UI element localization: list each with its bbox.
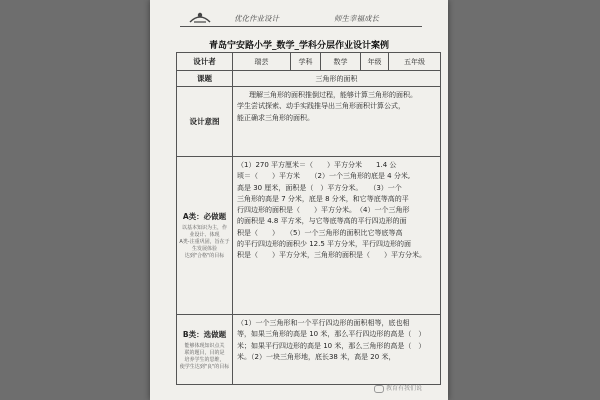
intent-row	[177, 87, 441, 157]
grade-label: 年级	[361, 53, 389, 71]
subject-value: 数学	[321, 53, 361, 71]
lesson-value: 三角形的面积	[233, 71, 441, 87]
exercise-line: 的面积是 4.8 平方米，与它等底等高的平行四边形的面	[237, 217, 407, 226]
category-b-label: B类：选做题	[182, 329, 227, 339]
lesson-row	[177, 71, 441, 87]
header-left-text: 优化作业设计	[234, 14, 279, 23]
watermark-text: 教育有我们说	[386, 385, 423, 392]
note-line: A类-注重巩固，旨在于	[179, 239, 230, 245]
exercise-line: 米。（2）一块三角形地，底长38 米，高是 20 米，	[237, 352, 396, 361]
exercise-line: 行四边形的面积是（ ）平方分米。 （4）一个三角形	[237, 206, 410, 215]
intent-line: 学生尝试探索、动手实践推导出三角形面积计算公式，	[237, 102, 405, 111]
designer-label: 设计者	[177, 53, 233, 71]
note-line: 业设计、体现	[189, 232, 220, 238]
page-title: 青岛宁安路小学_数学_学科分层作业设计案例	[208, 41, 389, 51]
exercise-line: （1）一个三角形和一个平行四边形的面积相等，底也相	[237, 319, 410, 327]
exercise-line: （1）270 平方厘米＝（ ）平方分米 1.4 公	[237, 161, 397, 169]
intent-line: 能正确求三角形的面积。	[237, 113, 314, 122]
exercise-line: 米；如果平行四边形的高是 10 米，那么三角形的高是（ ）	[237, 341, 426, 350]
page-header	[150, 0, 448, 42]
exercise-line: 积是（ ） （5）一个三角形的面积比它等底等高	[237, 228, 403, 237]
subject-label: 学科	[291, 53, 321, 71]
exercise-line: 积是（ ）平方分米，三角形的面积是（ ）平方分米。	[237, 251, 426, 260]
category-a-label-cell	[177, 157, 233, 315]
exercise-line: 高是 30 厘米，面积是（ ）平方分米。 （3）一个	[237, 183, 402, 192]
meta-row	[177, 53, 441, 71]
watermark	[374, 383, 422, 393]
grade-value: 五年级	[389, 53, 441, 71]
category-a-text	[233, 157, 441, 315]
school-logo-icon	[186, 8, 214, 26]
exercise-line: 三角形的高是 7 分米，底是 8 分米，和它等底等高的平	[237, 194, 409, 203]
exercise-line: 的平行四边形的面积少 12.5 平方分米，平行四边形的面	[237, 240, 412, 249]
note-line: 能够体现知识点关	[184, 342, 225, 349]
worksheet-page	[150, 0, 448, 400]
intent-label: 设计意图	[177, 87, 233, 157]
note-line: 使学生达到"良"的目标	[179, 363, 230, 370]
intent-text	[233, 87, 441, 157]
category-b-row	[177, 315, 441, 385]
exercise-line: 顷＝（ ）平方米 （2）一个三角形的底是 4 分米,	[237, 172, 411, 181]
designer-value: 瑞芸	[233, 53, 291, 71]
category-b-note	[179, 343, 230, 371]
homework-design-table	[176, 52, 441, 385]
category-a-note	[179, 225, 230, 260]
header-divider	[180, 26, 422, 27]
note-line: 联的题目，目的是	[184, 349, 225, 356]
category-a-label: A类：必做题	[182, 212, 227, 221]
note-line: 培养学生的思维，	[184, 356, 225, 363]
category-a-row	[177, 157, 441, 315]
note-line: 达到"合格"的目标	[184, 253, 225, 259]
note-line: 以基本知识为主，作	[181, 225, 227, 231]
note-line: 生发展体验	[191, 246, 217, 252]
wechat-icon	[374, 385, 384, 393]
category-b-text	[233, 315, 441, 385]
exercise-line: 等，如果三角形的高是 10 米，那么平行四边形的高是（ ）	[237, 330, 426, 339]
header-right-text: 师生幸福成长	[334, 14, 379, 23]
category-b-label-cell	[177, 315, 233, 385]
intent-line: 理解三角形的面积推倒过程，能够计算三角形的面积。	[249, 91, 417, 99]
lesson-label: 课题	[177, 71, 233, 87]
